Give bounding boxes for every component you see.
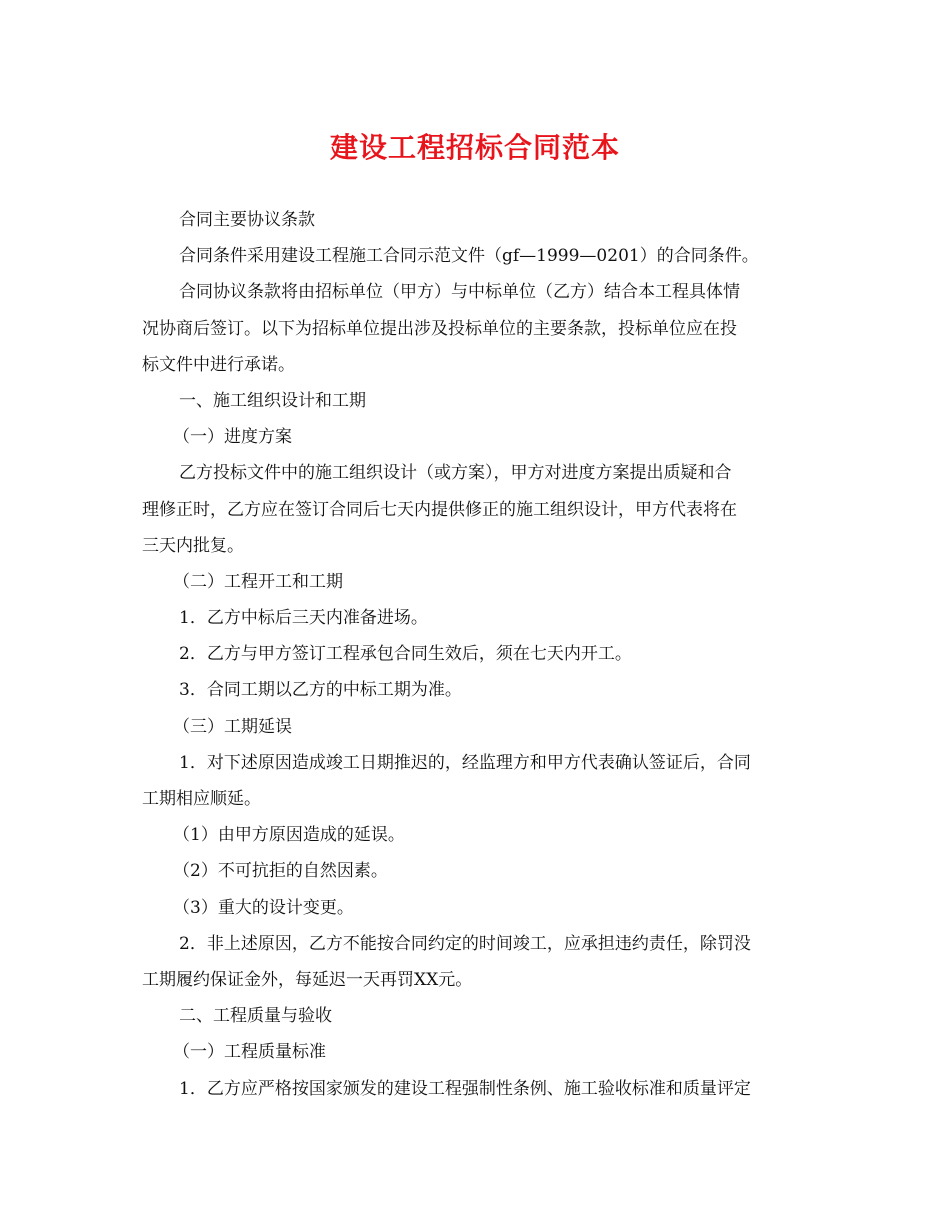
list-item: 1．乙方应严格按国家颁发的建设工程强制性条例、施工验收标准和质量评定 xyxy=(179,1078,751,1099)
list-item: 3．合同工期以乙方的中标工期为准。 xyxy=(179,680,462,701)
paragraph-line: 乙方投标文件中的施工组织设计（或方案），甲方对进度方案提出质疑和合 xyxy=(179,463,732,484)
subsection-heading: （三）工期延误 xyxy=(173,716,292,737)
section-heading: 一、施工组织设计和工期 xyxy=(179,390,366,411)
list-item: 2．乙方与甲方签订工程承包合同生效后，须在七天内开工。 xyxy=(179,644,632,665)
list-item: （1）由甲方原因造成的延误。 xyxy=(173,825,405,846)
paragraph-line: 合同协议条款将由招标单位（甲方）与中标单位（乙方）结合本工程具体情 xyxy=(179,282,740,303)
paragraph-line: 况协商后签订。以下为招标单位提出涉及投标单位的主要条款，投标单位应在投 xyxy=(142,318,737,339)
list-item: 1．对下述原因造成竣工日期推迟的，经监理方和甲方代表确认签证后，合同 xyxy=(179,752,751,773)
subsection-heading: （一）工程质量标准 xyxy=(173,1042,326,1063)
paragraph-line: 三天内批复。 xyxy=(142,535,244,556)
subsection-heading: （二）工程开工和工期 xyxy=(173,571,343,592)
document-title: 建设工程招标合同范本 xyxy=(329,131,620,164)
list-item: 2．非上述原因，乙方不能按合同约定的时间竣工，应承担违约责任，除罚没 xyxy=(179,933,751,954)
paragraph-line: 工期相应顺延。 xyxy=(142,789,261,809)
paragraph-line: 理修正时，乙方应在签订合同后七天内提供修正的施工组织设计，甲方代表将在 xyxy=(142,499,737,520)
section-heading: 二、工程质量与验收 xyxy=(179,1006,332,1027)
subsection-heading: （一）进度方案 xyxy=(173,427,292,448)
document-body xyxy=(142,202,808,1107)
list-item: （3）重大的设计变更。 xyxy=(173,897,354,918)
paragraph-line: 工期履约保证金外，每延迟一天再罚XX元。 xyxy=(142,969,473,990)
paragraph-line: 标文件中进行承诺。 xyxy=(142,354,295,375)
paragraph-line: 合同条件采用建设工程施工合同示范文件（gf—1999—0201）的合同条件。 xyxy=(179,246,759,267)
paragraph-line: 合同主要协议条款 xyxy=(179,210,315,230)
list-item: 1．乙方中标后三天内准备进场。 xyxy=(179,608,428,629)
list-item: （2）不可抗拒的自然因素。 xyxy=(173,861,388,882)
